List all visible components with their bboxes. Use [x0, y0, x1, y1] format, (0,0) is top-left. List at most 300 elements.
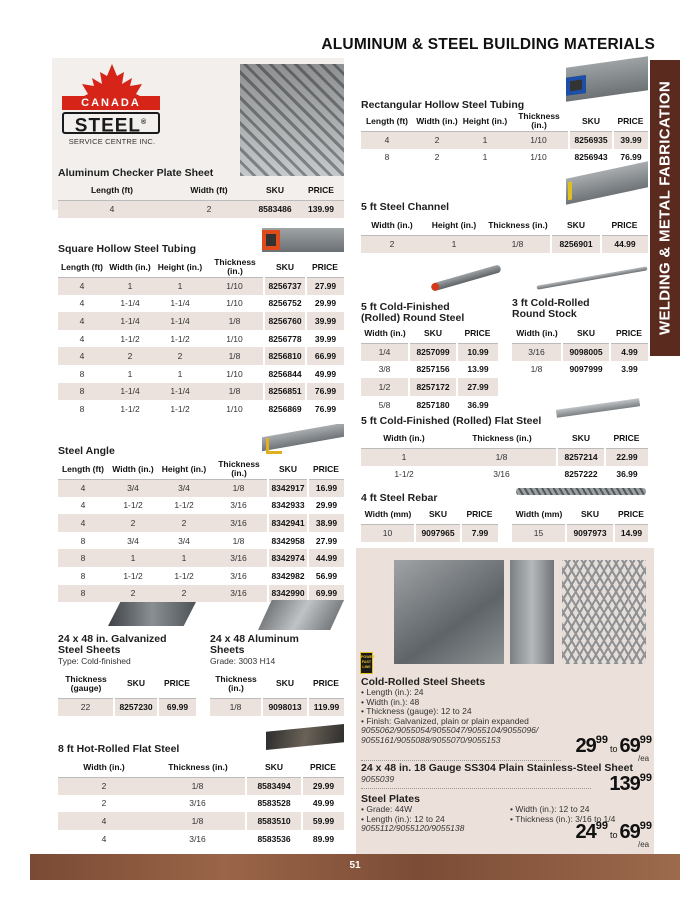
cell: 2 — [101, 798, 107, 809]
col-thickness: Thickness (in.) — [447, 429, 557, 448]
price: 139 — [609, 773, 640, 795]
col-price: PRICE — [461, 505, 498, 524]
logo-steel-word: STEEL — [74, 115, 142, 137]
cell: 2 — [154, 347, 206, 365]
bullet: • Width (in.): 48 — [361, 696, 420, 707]
cell-price: 66.99 — [306, 347, 344, 365]
cell: 1/10 — [226, 333, 243, 344]
col-width: Width (in.) — [361, 429, 447, 448]
cell: 4 — [361, 131, 413, 149]
cell: 1/8 — [485, 235, 551, 253]
col-sku: SKU — [409, 324, 457, 343]
channel-table — [361, 216, 648, 253]
bullet-text: Length (in.): 12 to 24 — [366, 813, 445, 824]
col-width: Width (in.) — [361, 216, 423, 235]
col-sku: SKU — [114, 670, 158, 698]
cell-sku: 8256844 — [264, 365, 306, 383]
section-tab-label: WELDING & METAL FABRICATION — [656, 81, 674, 335]
cell-price: 29.99 — [315, 500, 338, 511]
cell-sku: 8342974 — [268, 549, 308, 567]
col-price: PRICE — [457, 324, 498, 343]
cell: 3/16 — [210, 585, 268, 603]
price-low-cents: 99 — [595, 734, 608, 746]
cell-price: 89.99 — [312, 833, 335, 844]
cell-sku: 9097973 — [566, 524, 614, 542]
round-bar-end — [430, 282, 440, 292]
cell-price: 76.99 — [620, 152, 642, 163]
table-row — [58, 532, 344, 550]
cell-price: 39.99 — [306, 312, 344, 330]
cell: 2 — [108, 514, 158, 532]
stainless-sheet-image — [510, 560, 554, 664]
cell: 1 — [423, 235, 485, 253]
plates-title: Steel Plates — [361, 793, 420, 805]
cell-price: 44.99 — [601, 235, 648, 253]
col-width: Width (in.) — [512, 324, 562, 343]
sku-list: 9055062/9055054/9055047/9055104/9055096/ — [361, 725, 539, 735]
table-row — [361, 235, 648, 253]
cell-sku: 8583528 — [246, 795, 302, 813]
price-high-cents: 99 — [639, 734, 652, 746]
cell-price: 29.99 — [302, 777, 344, 795]
logo-canada-text: CANADA — [62, 96, 160, 110]
aluminum-sheet-image — [258, 600, 344, 630]
cell-sku: 8342990 — [268, 585, 308, 603]
channel-end — [568, 181, 572, 200]
cell: 4 — [58, 514, 108, 532]
table-header-row — [58, 460, 344, 479]
cell: 2 — [58, 777, 150, 795]
cold-rolled-title: Cold-Rolled Steel Sheets — [361, 676, 486, 688]
cell: 1/8 — [206, 312, 264, 330]
cell-price: 39.99 — [314, 333, 337, 344]
cell: 3/16 — [189, 833, 206, 844]
cell-price: 10.99 — [457, 343, 498, 361]
col-price: PRICE — [601, 216, 648, 235]
col-sku: SKU — [566, 505, 614, 524]
bullet-text: Width (in.): 48 — [366, 696, 420, 707]
col-length: Length (ft) — [361, 112, 413, 131]
table-row — [58, 400, 344, 418]
cell: 3/4 — [158, 479, 210, 497]
col-width: Width (in.) — [413, 112, 461, 131]
col-thickness: Thickness (in.) — [150, 758, 246, 777]
cell-price: 22.99 — [605, 448, 648, 466]
page-number: 51 — [349, 860, 361, 871]
cell: 2 — [166, 200, 252, 218]
cell: 1-1/4 — [154, 383, 206, 401]
cell: 1-1/4 — [106, 312, 154, 330]
cold-rolled-ea: /ea — [638, 754, 650, 763]
angle-face — [262, 424, 344, 451]
table-header-row — [361, 112, 648, 131]
col-sku: SKU — [252, 181, 298, 200]
channel-title: 5 ft Steel Channel — [361, 201, 450, 213]
cell: 1 — [361, 448, 447, 466]
col-sku: SKU — [268, 460, 308, 479]
canada-steel-logo — [58, 62, 166, 154]
cell: 1-1/2 — [120, 333, 140, 344]
cell-sku: 8256760 — [264, 312, 306, 330]
cell-price: 76.99 — [314, 403, 337, 414]
hot-rolled-image — [266, 724, 344, 750]
col-width: Width (in.) — [361, 324, 409, 343]
table-row — [58, 795, 344, 813]
cell: 1/2 — [361, 378, 409, 396]
price-high: 69 — [619, 735, 640, 757]
angle-end-bottom — [266, 451, 282, 454]
price-to: to — [609, 830, 618, 840]
cell-price: 69.99 — [308, 585, 344, 603]
col-length: Length (ft) — [58, 460, 108, 479]
cell-price: 49.99 — [314, 368, 337, 379]
cell: 1-1/2 — [394, 469, 414, 480]
cell: 4 — [101, 833, 107, 844]
round-stock-image — [537, 266, 648, 289]
power-fast-badge — [360, 652, 373, 674]
cell-price: 39.99 — [613, 131, 648, 149]
cell-price: 7.99 — [461, 524, 498, 542]
cell: 2 — [106, 347, 154, 365]
cell: 3/16 — [189, 798, 206, 809]
bullet: • Thickness (gauge): 12 to 24 — [361, 706, 472, 716]
cell-sku: 8256737 — [264, 277, 306, 295]
cell: 8 — [384, 152, 390, 163]
cell: 1-1/2 — [170, 333, 190, 344]
bullet-text: Finish: Galvanized, plain or plain expanded — [366, 715, 529, 726]
cell: 1/8 — [530, 364, 543, 375]
cell-price: 36.99 — [467, 399, 489, 410]
col-price: PRICE — [302, 758, 344, 777]
col-sku: SKU — [569, 112, 613, 131]
cell: 1/10 — [530, 152, 547, 163]
cell: 8 — [79, 368, 85, 379]
aluminum-sheets-title: 24 x 48 Aluminum Sheets — [210, 633, 299, 656]
table-row — [58, 200, 344, 218]
cell: 22 — [58, 698, 114, 716]
cell: 3/4 — [127, 535, 139, 546]
cell: 1/8 — [206, 383, 264, 401]
cell-sku: 8583536 — [246, 830, 302, 848]
sku-list: 9055112/9055120/9055138 — [361, 823, 465, 833]
cell: 4 — [79, 298, 85, 309]
table-header-row — [58, 258, 344, 277]
col-sku: SKU — [246, 758, 302, 777]
galvanized-sheet-image — [108, 602, 196, 626]
col-width: Width (in.) — [106, 258, 154, 277]
bullet-text: Width (in.): 12 to 24 — [515, 804, 590, 814]
cell: 1-1/2 — [170, 403, 190, 414]
cell: 4 — [58, 812, 150, 830]
cell: 8 — [80, 570, 86, 581]
plates-bullets-left — [361, 805, 464, 834]
cell-price: 27.99 — [457, 378, 498, 396]
table-row — [512, 524, 648, 542]
cell: 1/8 — [447, 448, 557, 466]
cell: 1 — [177, 368, 183, 379]
cell-price: 16.99 — [308, 479, 344, 497]
table-row — [361, 466, 648, 484]
price-to: to — [609, 744, 618, 754]
cell-sku: 9097965 — [415, 524, 461, 542]
bullet: • Length (in.): 24 — [361, 687, 424, 697]
bullet-text: Thickness (in.): 3/16 to 1/4 — [515, 813, 616, 824]
cell-sku: 9098013 — [262, 698, 308, 716]
price-low: 29 — [575, 735, 596, 757]
rect-tubing-image — [566, 56, 648, 102]
hot-rolled-table — [58, 758, 344, 847]
table-row — [512, 361, 648, 379]
cell: 1-1/2 — [123, 500, 143, 511]
col-price: PRICE — [308, 670, 344, 698]
col-price: PRICE — [158, 670, 196, 698]
cell-sku: 8256943 — [569, 149, 613, 167]
bullet-text: Thickness (gauge): 12 to 24 — [366, 706, 472, 716]
cell: 1/10 — [206, 277, 264, 295]
rect-tubing-title: Rectangular Hollow Steel Tubing — [361, 99, 525, 111]
cell: 2 — [413, 131, 461, 149]
steel-angle-image — [262, 424, 344, 454]
table-row — [58, 365, 344, 383]
cell-sku: 8583494 — [246, 777, 302, 795]
cell: 1/8 — [206, 347, 264, 365]
cell: 3/16 — [210, 549, 268, 567]
square-tubing-title: Square Hollow Steel Tubing — [58, 243, 197, 255]
col-sku: SKU — [557, 429, 605, 448]
cell-sku: 8257222 — [557, 466, 605, 484]
cell-sku: 8256851 — [264, 383, 306, 401]
col-length: Length (ft) — [58, 258, 106, 277]
cell: 4 — [80, 500, 86, 511]
hot-rolled-title: 8 ft Hot-Rolled Flat Steel — [58, 743, 180, 755]
col-price: PRICE — [605, 429, 648, 448]
table-row — [58, 277, 344, 295]
table-header-row — [58, 670, 196, 698]
cold-rolled-bullets — [361, 688, 538, 745]
cell: 3/4 — [108, 479, 158, 497]
aluminum-sheets-table — [210, 670, 344, 716]
col-thickness: Thickness (gauge) — [58, 670, 114, 698]
table-row — [58, 479, 344, 497]
checker-plate-image — [240, 64, 344, 176]
table-row — [361, 448, 648, 466]
cell: 3/4 — [178, 535, 190, 546]
cell-price: 13.99 — [467, 364, 489, 375]
col-length: Length (ft) — [58, 181, 166, 200]
cell: 3/16 — [230, 570, 247, 581]
table-row — [361, 378, 498, 396]
page-title: ALUMINUM & STEEL BUILDING MATERIALS — [321, 36, 655, 53]
cell: 5/8 — [378, 399, 391, 410]
table-row — [58, 347, 344, 365]
channel-image — [566, 161, 648, 204]
cell-price: 49.99 — [312, 798, 335, 809]
cell-price: 56.99 — [315, 570, 338, 581]
rebar-title: 4 ft Steel Rebar — [361, 492, 438, 504]
bullet: • Length (in.): 12 to 24 — [361, 813, 445, 824]
sku-list-2: 9055161/9055088/9055070/9055153 — [361, 734, 501, 745]
col-width: Width (in.) — [58, 758, 150, 777]
cell: 8 — [80, 535, 86, 546]
flat-steel-table — [361, 429, 648, 483]
col-sku: SKU — [415, 505, 461, 524]
cell-sku: 8342958 — [268, 532, 308, 550]
cell: 1 — [461, 131, 509, 149]
round-stock-table — [512, 324, 648, 378]
table-row — [361, 149, 648, 167]
steel-angle-table — [58, 460, 344, 602]
table-header-row — [58, 758, 344, 777]
cell: 4 — [58, 277, 106, 295]
cell-sku: 8257180 — [409, 396, 457, 414]
col-thickness: Thickness (in.) — [210, 460, 268, 479]
col-thickness: Thickness (in.) — [210, 670, 262, 698]
cell: 1-1/4 — [170, 298, 190, 309]
cell: 1-1/4 — [106, 383, 154, 401]
cell: 2 — [158, 514, 210, 532]
cell-price: 119.99 — [308, 698, 344, 716]
cell: 1/4 — [361, 343, 409, 361]
table-row — [58, 777, 344, 795]
cell: 4 — [58, 479, 108, 497]
flat-steel-title: 5 ft Cold-Finished (Rolled) Flat Steel — [361, 415, 542, 427]
flat-steel-image — [556, 398, 640, 418]
logo-service-text: SERVICE CENTRE INC. — [68, 137, 156, 146]
cell-price: 4.99 — [610, 343, 648, 361]
cell: 1-1/2 — [120, 403, 140, 414]
table-row — [58, 698, 196, 716]
cell: 8 — [58, 383, 106, 401]
cell: 4 — [58, 200, 166, 218]
cell: 1/10 — [226, 403, 243, 414]
cell-sku: 8256752 — [264, 295, 306, 313]
table-row — [58, 497, 344, 515]
cell: 3/8 — [378, 364, 391, 375]
table-row — [361, 524, 498, 542]
checker-plate-table — [58, 181, 344, 218]
table-header-row — [512, 505, 648, 524]
table-row — [58, 549, 344, 567]
cell: 1-1/2 — [123, 570, 143, 581]
col-height: Height (in.) — [154, 258, 206, 277]
bullet: • Finish: Galvanized, plain or plain expanded — [361, 715, 529, 726]
cell: 3/16 — [512, 343, 562, 361]
galvanized-subtitle: Type: Cold-finished — [58, 656, 131, 666]
table-row — [361, 396, 498, 414]
col-width: Width (mm) — [361, 505, 415, 524]
stainless-sku: 9055039 — [361, 774, 395, 784]
cell-price: 44.99 — [308, 549, 344, 567]
col-sku: SKU — [551, 216, 601, 235]
cell-price: 27.99 — [315, 535, 338, 546]
rebar-table-2 — [512, 505, 648, 542]
cell-price: 69.99 — [158, 698, 196, 716]
col-width: Width (mm) — [512, 505, 566, 524]
expanded-sheet-image — [562, 560, 646, 664]
cell-sku: 8257099 — [409, 343, 457, 361]
col-thickness: Thickness (in.) — [485, 216, 551, 235]
table-header-row — [361, 216, 648, 235]
rebar-image — [516, 488, 646, 495]
logo-registered: ® — [141, 119, 148, 126]
col-price: PRICE — [610, 324, 648, 343]
cell: 1/8 — [210, 698, 262, 716]
cell: 2 — [108, 585, 158, 603]
table-header-row — [210, 670, 344, 698]
galvanized-title: 24 x 48 in. Galvanized Steel Sheets — [58, 633, 167, 656]
cell-sku: 8257230 — [114, 698, 158, 716]
price-high: 69 — [619, 821, 640, 843]
bullet: • Width (in.): 12 to 24 — [510, 804, 590, 814]
aluminum-sheets-subtitle: Grade: 3003 H14 — [210, 656, 276, 666]
cell-sku: 8256869 — [264, 400, 306, 418]
bullet-text: Length (in.): 24 — [366, 687, 424, 697]
round-bar-title: 5 ft Cold-Finished (Rolled) Round Steel — [361, 301, 465, 324]
cell: 1/8 — [210, 479, 268, 497]
table-row — [58, 312, 344, 330]
cell-price: 14.99 — [614, 524, 648, 542]
cell: 2 — [361, 235, 423, 253]
price-low: 24 — [575, 821, 596, 843]
col-price: PRICE — [298, 181, 344, 200]
col-price: PRICE — [614, 505, 648, 524]
col-width: Width (in.) — [108, 460, 158, 479]
cell: 3/16 — [230, 500, 247, 511]
table-row — [58, 295, 344, 313]
cell-price: 29.99 — [314, 298, 337, 309]
cell: 1 — [482, 152, 488, 163]
col-height: Height (in.) — [423, 216, 485, 235]
divider — [361, 760, 561, 761]
cell: 8 — [79, 403, 85, 414]
table-header-row — [58, 181, 344, 200]
bullet: • Grade: 44W — [361, 804, 413, 814]
tubing-end — [262, 230, 280, 250]
cell: 1 — [108, 549, 158, 567]
bullet: • Thickness (in.): 3/16 to 1/4 — [510, 813, 616, 824]
cell: 1-1/2 — [174, 570, 194, 581]
rebar-table — [361, 505, 498, 542]
cell-price: 38.99 — [308, 514, 344, 532]
cell-sku: 8256901 — [551, 235, 601, 253]
badge-mid: FAST — [361, 660, 372, 664]
cell-sku: 8257214 — [557, 448, 605, 466]
footer-band — [30, 854, 680, 880]
cell: 1/8 — [150, 777, 246, 795]
table-row — [361, 343, 498, 361]
cell-price: 139.99 — [298, 200, 344, 218]
cell-price: 3.99 — [621, 364, 638, 375]
round-stock-title: 3 ft Cold-Rolled Round Stock — [512, 297, 590, 320]
table-header-row — [361, 505, 498, 524]
table-row — [58, 830, 344, 848]
table-row — [58, 383, 344, 401]
col-thickness: Thickness (in.) — [206, 258, 264, 277]
cell: 15 — [512, 524, 566, 542]
price-high-cents: 99 — [639, 820, 652, 832]
cell-sku: 8342941 — [268, 514, 308, 532]
cell-sku: 9097999 — [562, 361, 610, 379]
cell: 10 — [361, 524, 415, 542]
col-price: PRICE — [308, 460, 344, 479]
table-header-row — [361, 429, 648, 448]
col-sku: SKU — [262, 670, 308, 698]
galvanized-table — [58, 670, 196, 716]
table-row — [361, 131, 648, 149]
table-row — [58, 514, 344, 532]
cell: 1 — [106, 277, 154, 295]
cell: 2 — [434, 152, 440, 163]
